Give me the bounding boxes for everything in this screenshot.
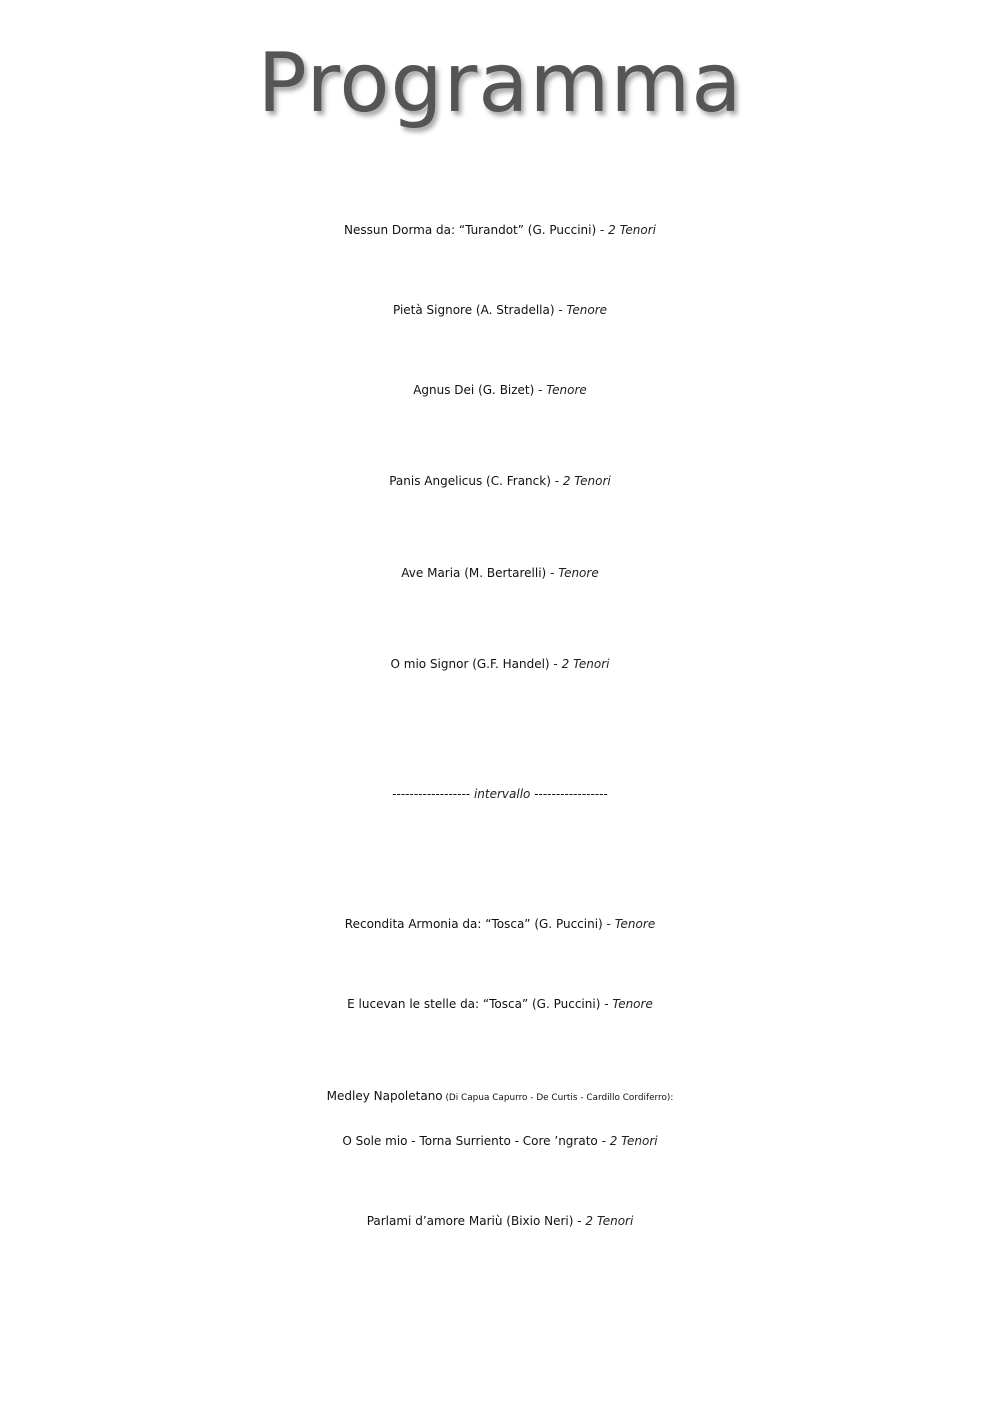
interval-divider (0, 774, 1000, 814)
interval-label: intervallo (473, 787, 531, 801)
piece-title: E lucevan le stelle da: “Tosca” (G. Puccini) (347, 997, 601, 1011)
voice-label: 2 Tenori (561, 657, 610, 671)
piece-title: Recondita Armonia da: “Tosca” (G. Puccini) (344, 917, 603, 931)
voice-label: 2 Tenori (585, 1214, 634, 1228)
medley-songs: O Sole mio - Torna Surriento - Core ’ngrato (342, 1134, 598, 1148)
program-item (0, 210, 1000, 250)
separator: - (550, 474, 563, 488)
program-item (0, 290, 1000, 330)
separator: - (602, 917, 615, 931)
piece-title: Parlami d’amore Mariù (Bixio Neri) (366, 1214, 574, 1228)
program-item (0, 904, 1000, 944)
program-item (0, 984, 1000, 1024)
separator: - (534, 383, 547, 397)
voice-label: Tenore (566, 303, 608, 317)
separator: - (573, 1214, 586, 1228)
piece-title: Agnus Dei (G. Bizet) (413, 383, 535, 397)
separator: - (600, 997, 613, 1011)
voice-label: 2 Tenori (608, 223, 657, 237)
interval-dashes-left: ------------------ (392, 787, 474, 801)
separator: - (554, 303, 567, 317)
voice-label: 2 Tenori (609, 1134, 658, 1148)
voice-label: Tenore (546, 383, 587, 397)
program-item (0, 1201, 1000, 1241)
program-item (0, 644, 1000, 684)
page-title: Programma (257, 36, 743, 131)
separator: - (546, 566, 559, 580)
voice-label: Tenore (614, 917, 656, 931)
separator: - (549, 657, 562, 671)
program-item (0, 553, 1000, 593)
piece-title: Panis Angelicus (C. Franck) (389, 474, 551, 488)
piece-title: Pietà Signore (A. Stradella) (392, 303, 555, 317)
program-item (0, 461, 1000, 501)
voice-label: 2 Tenori (562, 474, 611, 488)
separator: - (596, 223, 609, 237)
program-item (0, 370, 1000, 410)
medley-title: Medley Napoletano (326, 1089, 443, 1103)
voice-label: Tenore (612, 997, 653, 1011)
medley-title-line (0, 1076, 1000, 1118)
piece-title: Nessun Dorma da: “Turandot” (G. Puccini) (343, 223, 597, 237)
medley-authors: (Di Capua Capurro - De Curtis - Cardillo Cordiferro): (442, 1093, 674, 1103)
separator: - (597, 1134, 610, 1148)
medley-songs-line (0, 1121, 1000, 1161)
piece-title: O mio Signor (G.F. Handel) (390, 657, 550, 671)
voice-label: Tenore (558, 566, 599, 580)
piece-title: Ave Maria (M. Bertarelli) (401, 566, 547, 580)
interval-dashes-right: ----------------- (530, 787, 608, 801)
